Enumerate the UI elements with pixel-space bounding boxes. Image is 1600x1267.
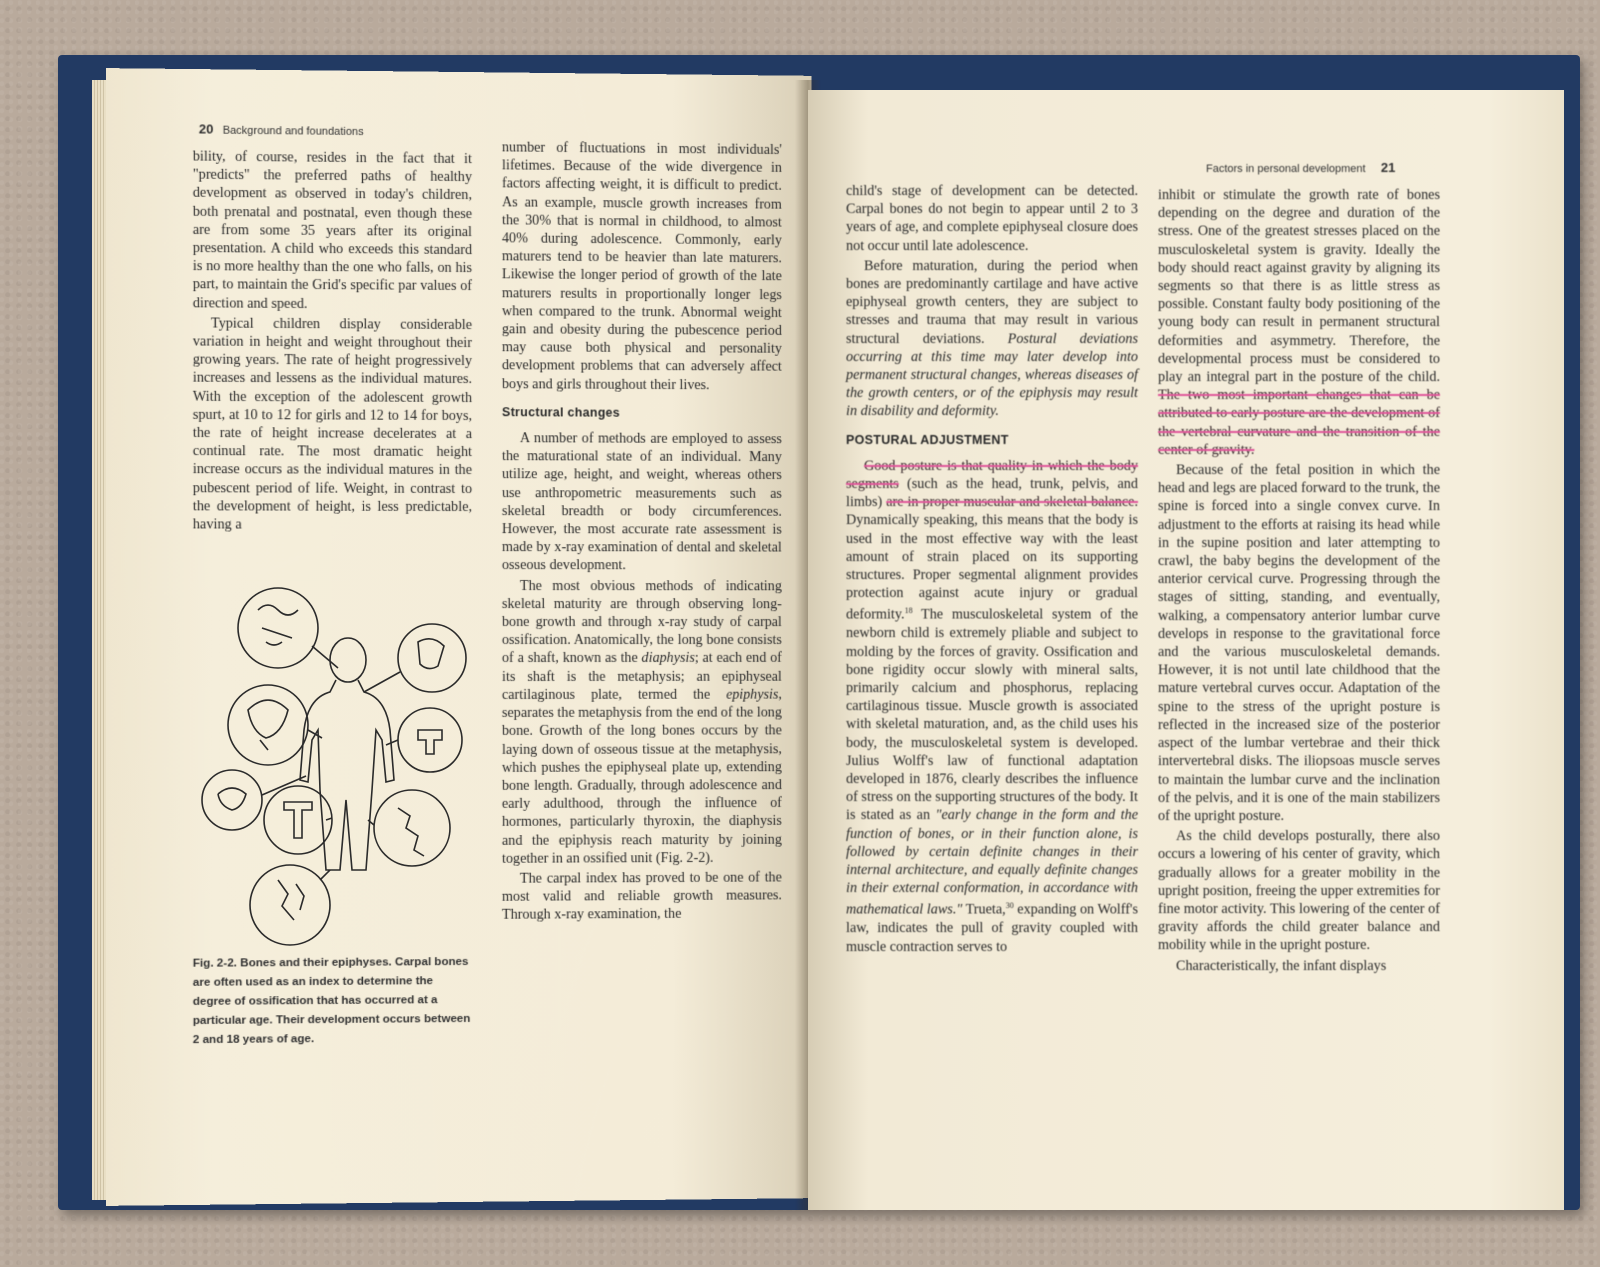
right-running-head bbox=[1206, 160, 1395, 175]
figure-caption bbox=[193, 952, 474, 1049]
right-page bbox=[808, 90, 1564, 1210]
caption-text: Bones and their epiphyses. Carpal bones are often used as an index to determine the degree of ossification that has occurred at a particular age. Their development occurs between 2 and 18 years of age. bbox=[192, 954, 471, 1047]
paragraph: The carpal index has proved to be one of the most valid and reliable growth measures. Through x-ray examination, the bbox=[501, 869, 782, 924]
right-col-2 bbox=[1158, 186, 1440, 977]
left-running-head bbox=[199, 121, 364, 138]
paragraph: The most obvious methods of indicating skeletal maturity are through observing long-bone growth and through x-ray study of carpal ossification. Anatomically, the long bone consists of a shaft, known as the diaphysis; at each end of its shaft is the metaphysis; an epiphyseal cartilaginous plate, termed the epiphysis, separates the metaphysis from the end of the long bone. Growth of the long bones occurs by the laying down of osseous tissue at the metaphysis, which pushes the epiphyseal plate up, extending bone length. Gradually, through adolescence and early adulthood, through the influence of hormones, particularly thyroxin, the diaphysis and the epiphysis reach maturity by joining together in an ossified unit (Fig. 2-2). bbox=[501, 577, 782, 867]
paragraph: child's stage of development can be detected. Carpal bones do not begin to appear until 2 to 3 years of age, and complete epiphyseal closure does not occur until late adolescence. bbox=[846, 183, 1138, 254]
left-col-1 bbox=[193, 147, 472, 536]
right-running-title: Factors in personal development bbox=[1206, 163, 1366, 175]
paragraph: number of fluctuations in most individuals' lifetimes. Because of the wide divergence in factors affecting weight, it is difficult to predict. As an example, muscle growth increases from the 30% that is normal in childhood, to almost 40% during adolescence. Commonly, early maturers tend to be heavier than late maturers. Likewise the longer period of growth of the late maturers results in proportionally longer legs when compared to the trunk. Abnormal weight gain and obesity during the pubescence period may cause both physical and personality development problems that can adversely affect boys and girls throughout their lives. bbox=[501, 139, 782, 393]
paragraph: Characteristically, the infant displays bbox=[1176, 957, 1387, 974]
figure-label: Fig. 2-2. bbox=[192, 956, 237, 970]
left-running-title: Background and foundations bbox=[222, 124, 364, 139]
paragraph: A number of methods are employed to assess the maturational state of an individual. Many utilize age, height, and weight, whereas others use anthropometric measurements such as skeletal breadth or body circumferences. However, the most accurate rate assessment is made by x-ray examination of dental and skeletal osseous development. bbox=[501, 430, 782, 574]
paragraph: Before maturation, during the period when bones are predominantly cartilage and have active epiphyseal growth centers, they are subject to stresses and trauma that may result in various structural deviations. Postural deviations occurring at this time may later develop into permanent structural changes, whereas diseases of the growth centers, or of the epiphysis may result in disability and deformity. bbox=[846, 257, 1138, 420]
left-page-number: 20 bbox=[198, 121, 214, 137]
right-col-1 bbox=[846, 182, 1138, 958]
section-heading: POSTURAL ADJUSTMENT bbox=[846, 432, 1009, 447]
paragraph: Typical children display considerable variation in height and weight throughout their growing years. The rate of height progressively increases and lessens as the individual matures. With the exception of the adolescent growth spurt, at 10 to 12 for girls and 12 to 14 for boys, the rate of height increase decelerates at a continual rate. The most dramatic height increase occurs as the individual matures in the pubescent period of life. Weight, in contrast to the development of height, is less predictable, having a bbox=[192, 315, 472, 533]
highlighted-text: Good posture is that quality in which the body segments bbox=[846, 457, 1138, 493]
section-heading: Structural changes bbox=[501, 405, 621, 420]
paragraph: bility, of course, resides in the fact that it "predicts" the preferred paths of healthy development as observed in today's children, both prenatal and postnatal, even though these are from some 35 years after its original presentation. A child who exceeds this standard is no more healthy than the one who falls, on his part, to maintain the Grid's specific par values of direction and speed. bbox=[192, 148, 472, 312]
left-col-2 bbox=[502, 138, 782, 926]
highlighted-text: The two most important changes that can be attributed to early posture are the development of the vertebral curvature and the transition of the center of gravity. bbox=[1158, 387, 1440, 458]
paragraph: Because of the fetal position in which the head and legs are placed forward to the trunk, the spine is forced into a single convex curve. In adjustment to the efforts at raising its head while in the supine position and later attempting to crawl, the baby begins the development of the anterior cervical curve. Progressing through the stages of sitting, standing, and eventually, walking, a compensatory anterior lumbar curve develops in response to the gravitational force and the various musculoskeletal demands. However, it is not until late childhood that the mature vertebral curves occur. Adaptation of the spine to the stress of the upright posture is reflected in the increased size of the posterior aspect of the lumbar vertebrae and their thick intervertebral disks. The iliopsoas muscle serves to maintain the lumbar curve and the inclination of the pelvis, and it is one of the main stabilizers of the upright posture. bbox=[1158, 462, 1440, 824]
highlighted-text: are in proper muscular and skeletal balance. bbox=[886, 494, 1138, 511]
bones-epiphyses-illustration bbox=[200, 580, 490, 950]
paragraph: As the child develops posturally, there also occurs a lowering of his center of gravity, which gradually allows for a greater mobility in the upright position, freeing the upper extremities for fine motor activity. This lowering of the center of gravity affords the child greater balance and mobility while in the upright posture. bbox=[1158, 828, 1440, 954]
paragraph: inhibit or stimulate the growth rate of bones depending on the degree and duration of the stress. One of the greatest stresses placed on the musculoskeletal system is gravity. Ideally the body should react against gravity by aligning its segments so that there is as little stress as possible. Constant faulty body positioning of the young body can result in permanent structural deformities and asymmetry. Therefore, the developmental process must be considered to play an integral part in the posture of the child. The two most important changes that can be attributed to early posture are the development of the vertebral curvature and the transition of the center of gravity. bbox=[1158, 187, 1440, 458]
right-page-number: 21 bbox=[1380, 160, 1396, 175]
paragraph: Good posture is that quality in which the body segments (such as the head, trunk, pelvis, and limbs) are in proper muscular and skeletal balance. Dynamically speaking, this means that the body is used in the most effective way with the least amount of strain placed on its supporting structures. Proper segmental alignment provides protection against acute injury or gradual deformity.$^{18}$ The musculoskeletal system of the newborn child is extremely pliable and subject to molding by the forces of gravity. Ossification and bone rigidity occur slowly with mineral salts, primarily calcium and phosphorus, replacing cartilaginous tissue. Muscle growth is associated with skeletal maturation, and, as the child uses his body, the musculoskeletal system is developed. Julius Wolff's law of functional adaptation developed in 1876, clearly describes the influence of stress on the supporting structures of the body. It is stated as an "early change in the form and the function of bones, or in their function alone, is followed by certain definite changes in their internal architecture, and equally definite changes in their external conformation, in accordance with mathematical laws." Trueta,$^{30}$ expanding on Wolff's law, indicates the pull of gravity coupled with muscle contraction serves to bbox=[846, 457, 1139, 955]
